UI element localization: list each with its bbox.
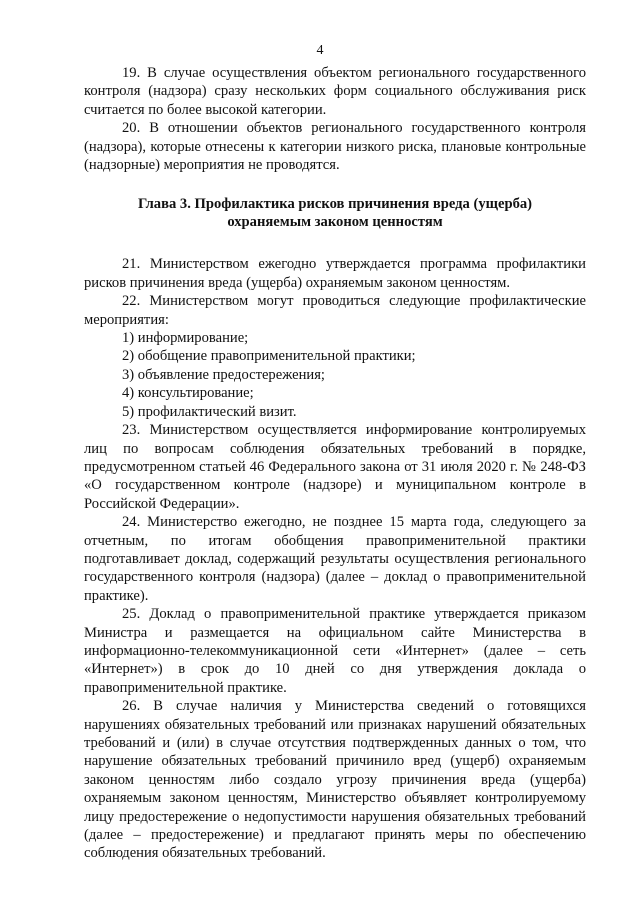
paragraph-26: 26. В случае наличия у Министерства сведений о готовящихся нарушениях обязательных требований или признаках нарушений обязательных требований и (или) в случае отсутствия подтвержденных данных о том, что нарушение обязательных требований причинило вред (ущерб) охраняемым законом ценностям либо создало угрозу причинения вреда (ущерба) охраняемым законом ценностям, Министерство объявляет контролируемому лицу предостережение о недопустимости нарушения обязательных требований (далее – предостережение) и предлагают принять меры по обеспечению соблюдения обязательных требований. <box>84 698 586 862</box>
list-item: 4) консультирование; <box>122 385 254 402</box>
chapter-heading-line2: охраняемым законом ценностям <box>227 214 443 231</box>
page-number: 4 <box>316 43 324 58</box>
paragraph-22: 22. Министерством могут проводиться следующие профилактические мероприятия: <box>84 293 586 328</box>
chapter-heading <box>84 195 586 231</box>
paragraph-25: 25. Доклад о правоприменительной практике утверждается приказом Министра и размещается на официальном сайте Министерства в информационно-телекоммуникационной сети «Интернет» (далее – сеть «Интернет») в срок до 10 дней со дня утверждения доклада о правоприменительной практике. <box>84 606 586 696</box>
paragraph-23: 23. Министерством осуществляется информирование контролируемых лиц по вопросам соблюдения обязательных требований в порядке, предусмотренном статьей 46 Федерального закона от 31 июля 2020 г. № 248-ФЗ «О государственном контроле (надзоре) и муниципальном контроле в Российской Федерации». <box>84 422 586 512</box>
document-body <box>84 64 586 863</box>
paragraph-20: 20. В отношении объектов регионального государственного контроля (надзора), которые отнесены к категории низкого риска, плановые контрольные (надзорные) мероприятия не проводятся. <box>84 120 586 174</box>
list-item: 3) объявление предостережения; <box>122 366 325 383</box>
measures-list <box>84 329 586 421</box>
list-item: 2) обобщение правоприменительной практики; <box>122 348 416 365</box>
paragraph-21: 21. Министерством ежегодно утверждается программа профилактики рисков причинения вреда (ущерба) охраняемым законом ценностям. <box>84 256 586 291</box>
paragraph-24: 24. Министерство ежегодно, не позднее 15 марта года, следующего за отчетным, по итогам обобщения правоприменительной практики подготавливает доклад, содержащий результаты осуществления регионального государственного контроля (надзора) (далее – доклад о правоприменительной практике). <box>84 514 586 604</box>
chapter-heading-line1: Глава 3. Профилактика рисков причинения вреда (ущерба) <box>137 196 533 213</box>
paragraph-19: 19. В случае осуществления объектом регионального государственного контроля (надзора) сразу нескольких форм социального обслуживания риск считается по более высокой категории. <box>84 65 586 118</box>
list-item: 5) профилактический визит. <box>122 403 297 420</box>
list-item: 1) информирование; <box>122 330 249 347</box>
